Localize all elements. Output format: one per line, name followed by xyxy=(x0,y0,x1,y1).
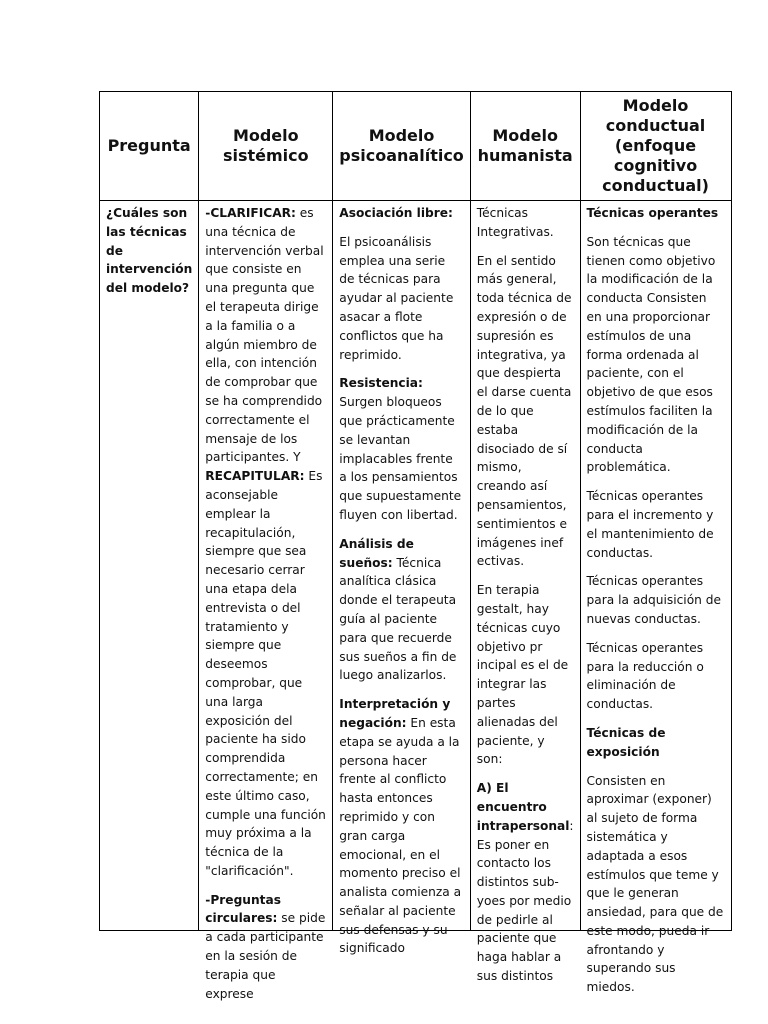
adquisicion-text: Técnicas operantes para la adquisición de nuevas conductas. xyxy=(586,574,721,626)
encuentro-label: A) El encuentro intrapersonal xyxy=(476,781,570,833)
operantes-heading xyxy=(587,204,725,223)
content-row xyxy=(100,201,732,931)
circulares-paragraph xyxy=(205,891,326,1004)
integrativas-label: Técnicas Integrativas. xyxy=(476,206,554,239)
reduccion-text: Técnicas operantes para la reducción o eliminación de conductas. xyxy=(586,640,704,712)
operantes-text: Son técnicas que tienen como objetivo la modificación de la conducta Consisten en una proporcionar estímulos de una forma ordenada al paciente, con el objetivo de que esos estímulos faciliten la modificación de la conducta problemática. xyxy=(586,234,716,475)
header-sistemico: Modelo sistémico xyxy=(199,92,333,201)
humanista-cell xyxy=(470,201,580,984)
interpretacion-text: En esta etapa se ayuda a la persona hacer frente al conflicto hasta entonces reprimido y con gran carga emocional, en el momento preciso el analista comienza a señalar al paciente sus defensas y su significado xyxy=(339,715,462,956)
integrativas-heading xyxy=(477,204,574,242)
header-pregunta: Pregunta xyxy=(100,92,199,201)
clarificar-label: -CLARIFICAR: xyxy=(205,206,296,220)
header-row xyxy=(100,92,732,201)
circulares-text: se pide a cada participante en la sesión de terapia que exprese xyxy=(205,911,326,1001)
header-conductual: Modelo conductual (enfoque cognitivo conductual) xyxy=(580,92,731,201)
suenos-label: Análisis de sueños: xyxy=(339,536,414,570)
sistemico-cell xyxy=(199,201,333,1001)
operantes-label: Técnicas operantes xyxy=(586,206,719,220)
integrativas-text: En el sentido más general, toda técnica de expresión o de supresión es integrativa, ya que despierta el darse cuenta de lo que estaba disociado de sí mismo, creando así pensamientos, sentimientos e imágenes inef ectivas. xyxy=(476,253,572,569)
asociacion-heading xyxy=(339,204,464,223)
gestalt-text: En terapia gestalt, hay técnicas cuyo objetivo pr incipal es el de integrar las partes alienadas del paciente, y son: xyxy=(476,583,569,767)
resistencia-text: Surgen bloqueos que prácticamente se levantan implacables frente a los pensamientos que supuestamente fluyen con libertad. xyxy=(339,395,462,522)
incremento-text: Técnicas operantes para el incremento y el mantenimiento de conductas. xyxy=(586,489,714,560)
interpretacion-paragraph xyxy=(339,695,464,958)
asociacion-label: Asociación libre: xyxy=(339,206,453,220)
resistencia-paragraph xyxy=(339,374,464,524)
clarificar-paragraph xyxy=(205,204,326,881)
asociacion-text: El psicoanálisis emplea una serie de técnicas para ayudar al paciente asacar a flote conflictos que ha reprimido. xyxy=(339,234,454,362)
suenos-paragraph xyxy=(339,535,464,685)
interpretacion-label: Interpretación y negación: xyxy=(339,697,451,730)
conductual-cell xyxy=(580,201,731,995)
exposicion-label: Técnicas de exposición xyxy=(586,725,666,759)
encuentro-text: : Es poner en contacto los distintos sub-yoes por medio de pedirle al paciente que haga hablar a sus distintos xyxy=(476,818,574,984)
psicoanalitico-cell xyxy=(333,201,471,956)
exposicion-text: Consisten en aproximar (exponer) al sujeto de forma sistemática y adaptada a esos estímulos que teme y que le generan ansiedad, para que de este modo, pueda ir afrontando y superando sus miedos. xyxy=(586,773,724,995)
circulares-label: -Preguntas circulares: xyxy=(205,892,281,926)
recapitular-label: RECAPITULAR: xyxy=(205,469,305,484)
encuentro-paragraph xyxy=(477,779,574,986)
suenos-text: Técnica analítica clásica donde el terapeuta guía al paciente para que recuerde sus sueños a fin de luego analizarlos. xyxy=(339,555,457,683)
comparison-table xyxy=(99,91,732,1001)
question-cell xyxy=(100,201,199,931)
clarificar-text: es una técnica de intervención verbal que consiste en una pregunta que el terapeuta dirige a la familia o a algún miembro de ella, con intención de comprobar que se ha comprendido correctamente el mensaje de los participantes. Y xyxy=(205,206,324,465)
header-psicoanalitico: Modelo psicoanalítico xyxy=(333,92,471,201)
exposicion-heading xyxy=(587,724,725,762)
recapitular-text: Es aconsejable emplear la recapitulación, siempre que sea necesario cerrar una etapa dela entrevista o del tratamiento y siempre que deseemos comprobar, que una larga exposición del paciente ha sido comprendida correctamente; en este último caso, cumple una función muy próxima a la técnica de la "clarificación". xyxy=(205,469,326,878)
question-text: ¿Cuáles son las técnicas de intervención del modelo? xyxy=(106,206,193,296)
resistencia-label: Resistencia: xyxy=(339,376,423,391)
header-humanista: Modelo humanista xyxy=(470,92,580,201)
